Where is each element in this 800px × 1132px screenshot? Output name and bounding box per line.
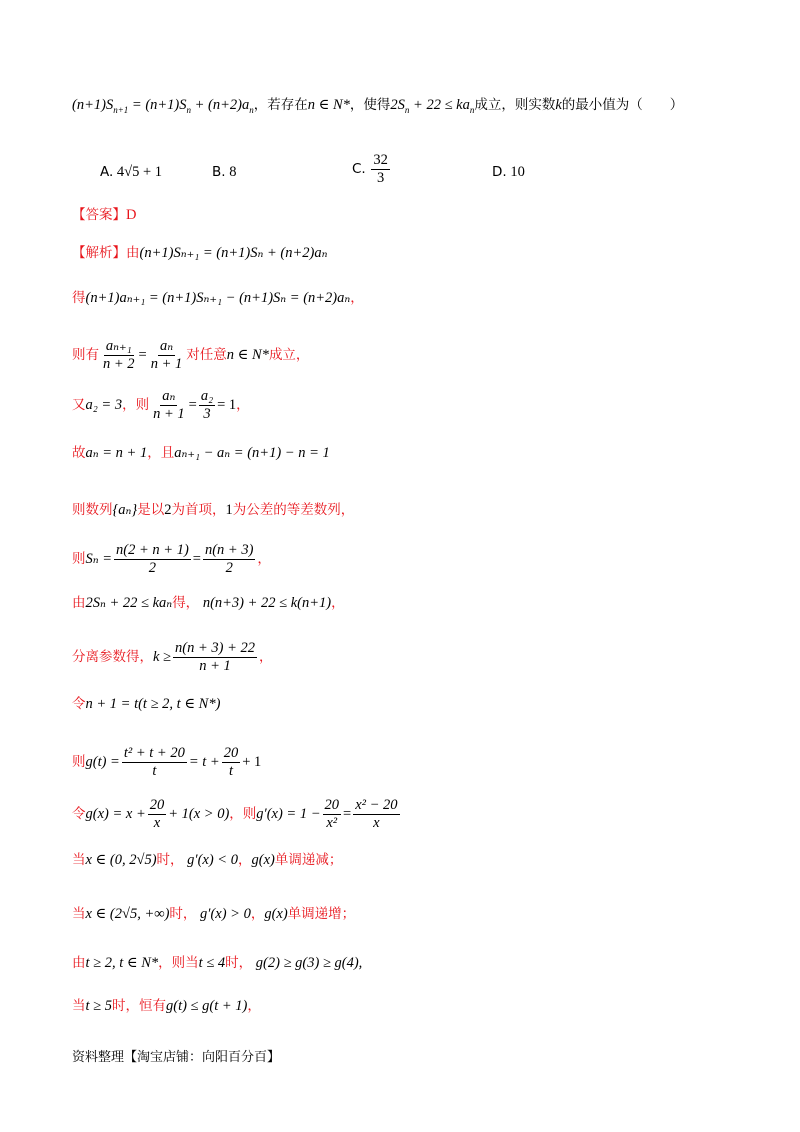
step-6-mid-2: 为首项，	[171, 502, 226, 518]
step-16-pre: 当	[72, 998, 86, 1014]
step-12-rhs: g′(x) = 1 −	[256, 805, 321, 822]
step-13-math: x ∈ (0, 2√5)	[85, 852, 157, 868]
option-d-label: D.	[492, 164, 507, 180]
step-14-math-2: g′(x) > 0	[200, 906, 251, 922]
step-5-math-1: aₙ = n + 1	[85, 445, 148, 461]
step-11-frac-1: $\frac{\text{t² + t + 20}}{t}$	[123, 745, 185, 779]
step-6-d: 1	[225, 502, 233, 518]
option-a	[100, 164, 162, 181]
option-a-value: 4√5 + 1	[116, 164, 163, 180]
step-14-pre: 当	[72, 906, 86, 922]
step-16-math-1: t ≥ 5	[85, 998, 112, 1014]
analysis-line-12	[72, 797, 402, 832]
step-14-sep: ，	[250, 906, 265, 922]
analysis-line-1	[72, 243, 327, 263]
step-12-frac-2: $\frac{20}{\text{x²}}$	[324, 797, 339, 831]
step-12-lhs: g(x) = x +	[85, 805, 146, 822]
footer-source: 资料整理【淘宝店铺：向阳百分百】	[72, 1050, 281, 1065]
step-7-frac-1: $\frac{n(2 + n + 1)}{2}$	[116, 542, 189, 576]
step-11-pre: 则	[72, 753, 86, 770]
step-15-pre: 由	[72, 955, 86, 971]
question-text-2: ，使得	[349, 97, 391, 113]
step-12-tail: + 1(x > 0)	[168, 805, 230, 822]
option-c-label: C.	[352, 160, 366, 177]
analysis-line-7: 则Sₙ = $\frac{n(2 + n + 1)}{2}$ = $\frac{n(n + 3)}{2}$ ，	[72, 542, 271, 576]
analysis-line-4: 又a₂ = 3，则 $\frac{\text{aₙ}}{n + 1}$ = $\frac{\text{a₂}}{3}$ = 1，	[72, 388, 250, 422]
step-4-frac-1: $\frac{\text{aₙ}}{n + 1}$	[153, 388, 185, 422]
step-11-lhs: g(t) =	[85, 753, 120, 770]
analysis-line-13	[72, 850, 342, 870]
step-12-pre: 令	[72, 805, 86, 822]
analysis-line-3: 则有 $\frac{\text{aₙ₊₁}}{n + 2}$ = $\frac{\text{aₙ}}{n + 1}$ 对任意n ∈ N*成立，	[72, 338, 310, 372]
step-12-frac-1: $\frac{20}{x}$	[149, 797, 165, 831]
question-condition: n ∈ N*	[307, 97, 350, 113]
step-4-math: a₂ = 3	[85, 396, 123, 413]
option-d	[492, 164, 525, 181]
step-4-tail: = 1	[217, 396, 237, 413]
step-1-text: 由	[126, 245, 140, 261]
question-formula: $(n+1)S_{n+1} = (n+1)S_n + (n+2)a_n$	[72, 97, 254, 115]
step-4-frac-2: $\frac{\text{a₂}}{3}$	[200, 388, 214, 422]
question-line	[72, 95, 683, 120]
analysis-label: 【解析】	[72, 245, 126, 261]
analysis-line-14	[72, 904, 355, 924]
step-15-mid-1: ，则当	[158, 955, 199, 971]
analysis-line-6	[72, 500, 354, 520]
step-3-mid: 对任意	[186, 346, 227, 363]
step-6-seq: {aₙ}	[112, 502, 138, 518]
step-13-sep: ，	[237, 852, 252, 868]
question-text-3: 成立，则实数	[474, 97, 556, 113]
step-6-end: 为公差的等差数列，	[232, 502, 355, 518]
step-7-end: ，	[257, 550, 271, 567]
step-12-eq: =	[343, 805, 352, 822]
step-11-frac-2: $\frac{20}{t}$	[223, 745, 239, 779]
question-k: k	[555, 97, 562, 113]
step-15-math-3: g(2) ≥ g(3) ≥ g(4),	[255, 955, 363, 971]
answer-value: D	[126, 207, 137, 223]
option-c-fraction: $\frac{32}{3}$	[373, 152, 388, 186]
question-inequality: $2S_n + 22 \le ka_n$	[390, 97, 475, 115]
step-13-pre: 当	[72, 852, 86, 868]
analysis-line-15	[72, 953, 362, 973]
step-12-frac-3: $\frac{\text{x² − 20}}{x}$	[355, 797, 398, 831]
step-3-frac-1: $\frac{\text{aₙ₊₁}}{n + 2}$	[103, 338, 135, 372]
step-8-math-2: n(n+3) + 22 ≤ k(n+1)	[202, 595, 332, 611]
step-8-mid: 得，	[172, 595, 200, 611]
answer-label: 【答案】	[72, 207, 126, 223]
step-10-pre: 令	[72, 696, 86, 712]
analysis-line-11	[72, 745, 261, 780]
step-2-math: (n+1)aₙ₊₁ = (n+1)Sₙ₊₁ − (n+1)Sₙ = (n+2)aₙ	[85, 290, 351, 306]
step-6-pre: 则数列	[72, 502, 113, 518]
step-14-math: x ∈ (2√5, +∞)	[85, 906, 170, 922]
option-a-label: A.	[100, 164, 114, 180]
question-text-1: ，若存在	[253, 97, 308, 113]
analysis-line-9	[72, 640, 273, 675]
step-6-first: 2	[164, 502, 172, 518]
option-b	[212, 164, 236, 181]
step-7-pre: 则	[72, 550, 86, 567]
analysis-line-16	[72, 996, 261, 1016]
step-13-math-2: g′(x) < 0	[187, 852, 238, 868]
step-8-end: ，	[331, 595, 345, 611]
step-4-end: ，	[236, 396, 250, 413]
step-1-math: (n+1)Sₙ₊₁ = (n+1)Sₙ + (n+2)aₙ	[139, 245, 328, 261]
step-16-math-2: g(t) ≤ g(t + 1)	[166, 998, 248, 1014]
step-8-pre: 由	[72, 595, 86, 611]
step-3-frac-2: $\frac{\text{aₙ}}{n + 1}$	[150, 338, 183, 372]
step-2-end: ，	[350, 290, 364, 306]
analysis-line-10	[72, 694, 220, 714]
step-10-math: n + 1 = t(t ≥ 2, t ∈ N*)	[85, 696, 221, 712]
step-4-mid: ，则	[122, 396, 150, 413]
step-2-text: 得	[72, 290, 86, 306]
step-5-math-2: aₙ₊₁ − aₙ = (n+1) − n = 1	[174, 445, 330, 461]
option-d-value: 10	[510, 164, 525, 180]
step-13-end: 单调递减；	[274, 852, 343, 868]
step-3-pre: 则有	[72, 346, 99, 363]
step-7-lhs: Sₙ =	[85, 550, 113, 567]
step-5-mid: ，且	[147, 445, 175, 461]
step-7-frac-2: $\frac{n(n + 3)}{2}$	[204, 542, 254, 576]
step-13-mid: 时，	[156, 852, 184, 868]
step-9-pre: 分离参数得，	[72, 648, 153, 665]
step-15-math-2: t ≤ 4	[198, 955, 226, 971]
step-3-end: 成立，	[268, 346, 310, 363]
step-14-end: 单调递增；	[287, 906, 356, 922]
step-11-tail: + 1	[242, 753, 262, 770]
step-14-math-3: g(x)	[264, 906, 288, 922]
analysis-line-2	[72, 288, 364, 308]
step-15-mid-2: 时，	[225, 955, 253, 971]
step-15-math-1: t ≥ 2, t ∈ N*	[85, 955, 159, 971]
answer-line	[72, 205, 136, 225]
step-8-math-1: 2Sₙ + 22 ≤ kaₙ	[85, 595, 173, 611]
step-5-pre: 故	[72, 445, 86, 461]
step-9-end: ，	[259, 648, 273, 665]
option-b-label: B.	[212, 164, 226, 180]
step-16-mid: 时，恒有	[112, 998, 166, 1014]
step-9-frac: $\frac{n(n + 3) + 22}{n + 1}$	[175, 640, 256, 674]
step-13-math-3: g(x)	[251, 852, 275, 868]
option-b-value: 8	[229, 164, 237, 180]
step-4-pre: 又	[72, 396, 86, 413]
analysis-line-5	[72, 443, 330, 463]
question-text-4: 的最小值为（ ）	[561, 97, 684, 113]
step-11-mid: = t +	[188, 753, 220, 770]
step-14-mid: 时，	[169, 906, 197, 922]
step-9-lhs: k ≥	[153, 648, 172, 665]
analysis-line-8	[72, 593, 345, 613]
step-12-mid: ，则	[229, 805, 257, 822]
option-c	[352, 152, 392, 187]
step-16-end: ，	[247, 998, 261, 1014]
step-6-mid-1: 是以	[137, 502, 165, 518]
step-3-cond: n ∈ N*	[226, 346, 269, 363]
